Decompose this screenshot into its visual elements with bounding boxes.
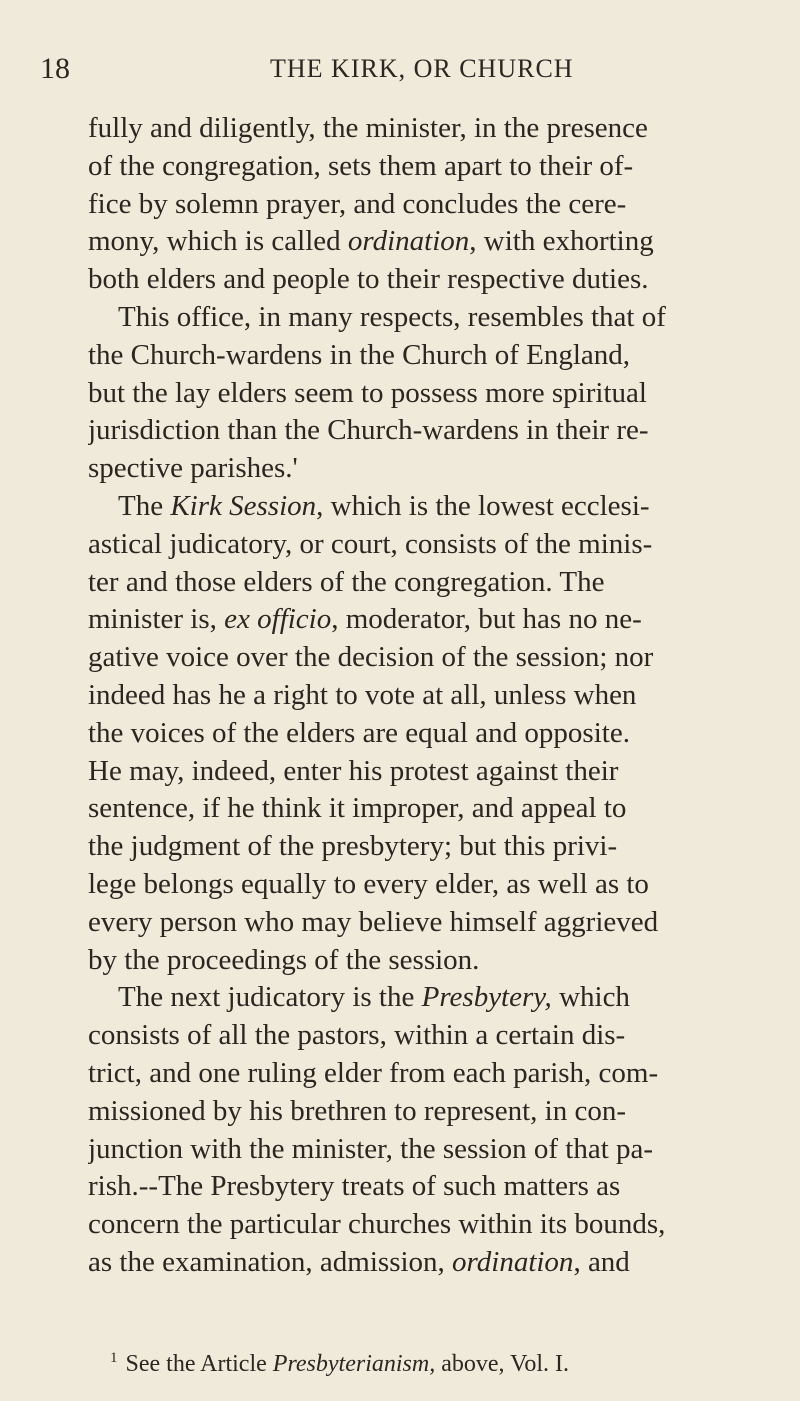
text-line: trict, and one ruling elder from each parish, com-	[88, 1056, 659, 1089]
text-line: the voices of the elders are equal and opposite.	[88, 716, 630, 749]
text-line: This office, in many respects, resembles that of	[118, 300, 666, 333]
running-head: THE KIRK, OR CHURCH	[270, 54, 574, 83]
text-line: the Church-wardens in the Church of England,	[88, 338, 630, 371]
italic-phrase: ex officio	[224, 603, 332, 636]
text-line: junction with the minister, the session of that pa-	[88, 1132, 654, 1165]
body-text	[88, 110, 748, 1282]
text-line: of the congregation, sets them apart to their of-	[88, 149, 634, 182]
page-number: 18	[40, 52, 70, 85]
text-line: sentence, if he think it improper, and appeal to	[88, 792, 627, 825]
italic-phrase: Kirk Session	[170, 489, 317, 522]
page-header	[40, 52, 740, 92]
text-line: lege belongs equally to every elder, as well as to	[88, 867, 649, 900]
text-line: astical judicatory, or court, consists of the minis-	[88, 527, 653, 560]
text-line: by the proceedings of the session.	[88, 943, 480, 976]
text-line: mony, which is called ordination, with exhorting	[88, 225, 654, 258]
text-line: The Kirk Session, which is the lowest ecclesi-	[118, 489, 650, 522]
text-line: every person who may believe himself aggrieved	[88, 905, 659, 938]
italic-phrase: Presbyterianism,	[272, 1351, 436, 1377]
text-line: fice by solemn prayer, and concludes the cere-	[88, 187, 627, 220]
text-line: consists of all the pastors, within a certain dis-	[88, 1019, 626, 1052]
text-line: fully and diligently, the minister, in the presence	[88, 112, 648, 144]
text-line: as the examination, admission, ordination, and	[88, 1245, 630, 1278]
text-line: but the lay elders seem to possess more spiritual	[88, 376, 647, 409]
text-line: ter and those elders of the congregation. The	[88, 565, 605, 598]
text-line: The next judicatory is the Presbytery, which	[118, 981, 630, 1014]
text-line: rish.--The Presbytery treats of such matters as	[88, 1170, 621, 1203]
text-line: the judgment of the presbytery; but this privi-	[88, 830, 618, 863]
text-line: jurisdiction than the Church-wardens in their re-	[88, 414, 649, 447]
text-line: both elders and people to their respective duties.	[88, 263, 649, 296]
italic-phrase: Presbytery,	[421, 981, 552, 1014]
footnote-marker: 1	[110, 1350, 118, 1366]
italic-phrase: ordination	[452, 1245, 574, 1278]
italic-phrase: ordination	[347, 225, 470, 258]
text-line: concern the particular churches within its bounds,	[88, 1208, 666, 1241]
text-line: indeed has he a right to vote at all, unless when	[88, 678, 637, 711]
text-line: He may, indeed, enter his protest against their	[88, 754, 619, 787]
text-line: gative voice over the decision of the session; nor	[88, 641, 654, 674]
footnote	[110, 1350, 750, 1378]
text-line: minister is, ex officio, moderator, but has no ne-	[88, 603, 642, 636]
footnote-text: See the Article Presbyterianism, above, Vol. I.	[125, 1351, 569, 1377]
text-line: spective parishes.'	[88, 452, 298, 485]
text-line: missioned by his brethren to represent, in con-	[88, 1094, 626, 1127]
